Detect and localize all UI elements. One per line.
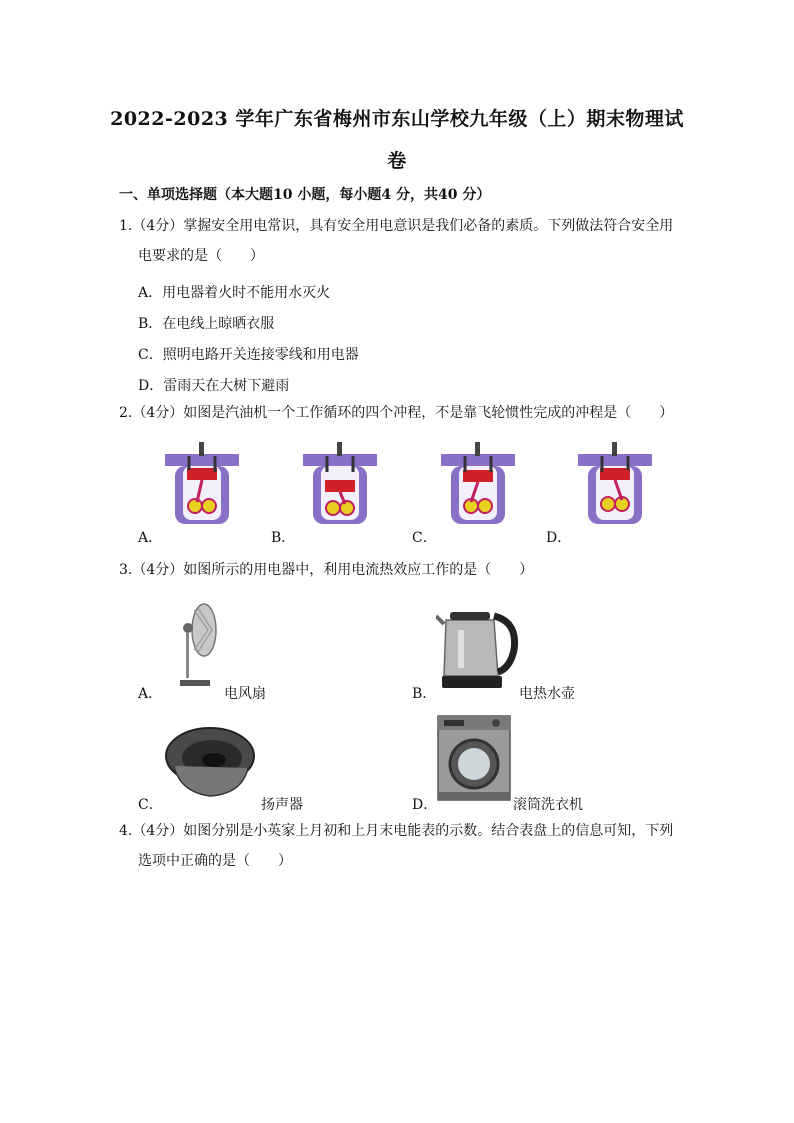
engine-stroke-d-diagram xyxy=(570,440,660,530)
q3-option-a-caption: 电风扇 xyxy=(224,686,266,702)
q2-option-a-label: A． xyxy=(138,530,163,546)
q1-stem-line1: 1.（4分）掌握安全用电常识，具有安全用电意识是我们必备的素质。下列做法符合安全用 xyxy=(119,218,674,234)
q2-option-d-label: D． xyxy=(546,530,572,546)
q4-stem-line2: 选项中正确的是（ ） xyxy=(138,853,292,869)
q3-option-b-label: B． xyxy=(412,686,437,702)
loudspeaker-image xyxy=(160,722,256,804)
washing-machine-image xyxy=(434,712,514,804)
q3-option-d-label: D． xyxy=(412,797,438,813)
exam-title-line1: 2022-2023 学年广东省梅州市东山学校九年级（上）期末物理试 xyxy=(110,108,684,130)
q3-option-c-label: C． xyxy=(138,797,163,813)
exam-title-line2: 卷 xyxy=(387,150,407,172)
q3-stem: 3.（4分）如图所示的用电器中，利用电流热效应工作的是（ ） xyxy=(119,562,534,578)
q3-option-a-label: A． xyxy=(138,686,163,702)
q1-option-b: B．在电线上晾晒衣服 xyxy=(138,316,275,332)
engine-stroke-c-diagram xyxy=(433,440,523,530)
q4-stem-line1: 4.（4分）如图分别是小英家上月初和上月末电能表的示数。结合表盘上的信息可知，下列 xyxy=(119,823,674,839)
electric-fan-image xyxy=(172,600,222,692)
electric-kettle-image xyxy=(436,602,520,692)
q3-option-d-caption: 滚筒洗衣机 xyxy=(513,797,583,813)
q1-option-d: D．雷雨天在大树下避雨 xyxy=(138,378,290,394)
q2-option-c-label: C． xyxy=(412,530,437,546)
q1-option-a: A．用电器着火时不能用水灭火 xyxy=(138,285,331,301)
engine-stroke-a-diagram xyxy=(157,440,247,530)
q3-option-b-caption: 电热水壶 xyxy=(519,686,575,702)
section-heading: 一、单项选择题（本大题10 小题，每小题4 分，共40 分） xyxy=(119,187,491,203)
q3-option-c-caption: 扬声器 xyxy=(261,797,303,813)
engine-stroke-b-diagram xyxy=(295,440,385,530)
q1-stem-line2: 电要求的是（ ） xyxy=(138,248,264,264)
q2-stem: 2.（4分）如图是汽油机一个工作循环的四个冲程，不是靠飞轮惯性完成的冲程是（ ） xyxy=(119,405,674,421)
q1-option-c: C．照明电路开关连接零线和用电器 xyxy=(138,347,359,363)
q2-option-b-label: B． xyxy=(271,530,296,546)
